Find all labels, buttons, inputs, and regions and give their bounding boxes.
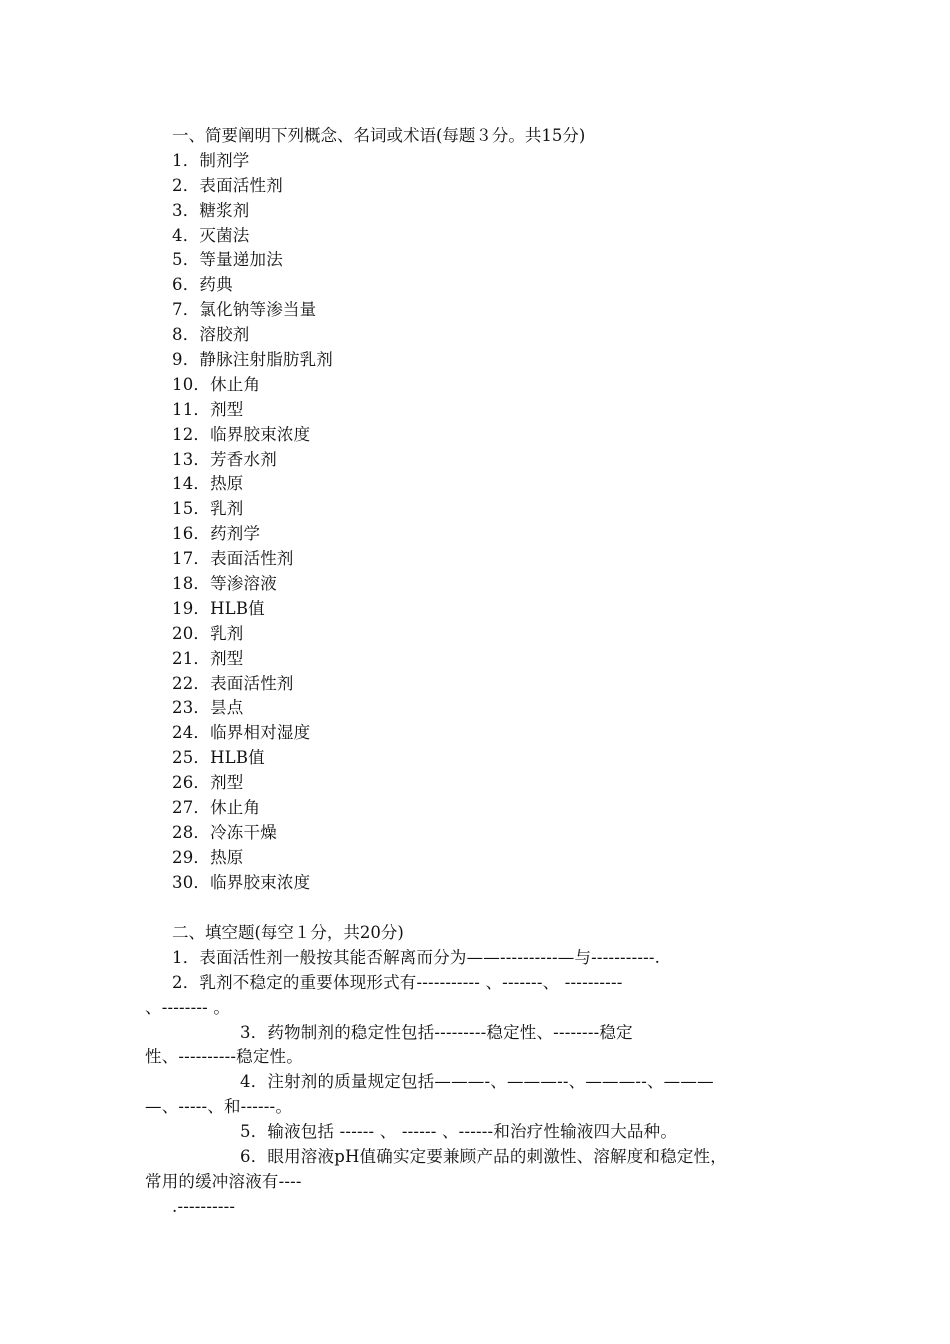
list-item: 10．休止角: [172, 374, 261, 394]
list-item: 16．药剂学: [172, 524, 261, 544]
list-item: 18．等渗溶液: [172, 574, 277, 594]
list-item: 8．溶胶剂: [172, 325, 250, 345]
list-item: 9．静脉注射脂肪乳剂: [172, 350, 333, 370]
list-item: 24．临界相对湿度: [172, 723, 311, 743]
list-item: 25．HLB值: [172, 748, 265, 768]
list-item: 19．HLB值: [172, 598, 265, 618]
question-line: 、-------- 。: [145, 997, 231, 1017]
question-line: 5．输液包括 ------ 、 ------ 、------和治疗性输液四大品种。: [240, 1122, 678, 1142]
question-line: 性、----------稳定性。: [145, 1047, 303, 1067]
question-line: 2．乳剂不稳定的重要体现形式有----------- 、-------、 ----------: [172, 972, 623, 992]
list-item: 4．灭菌法: [172, 225, 250, 245]
question-line: .----------: [172, 1196, 236, 1216]
question-line: 1．表面活性剂一般按其能否解离而分为——----------—与-----------.: [172, 947, 661, 967]
question-line: 常用的缓冲溶液有----: [145, 1171, 302, 1191]
list-item: 21．剂型: [172, 648, 244, 668]
definitions-list: [145, 149, 795, 896]
list-item: 22．表面活性剂: [172, 673, 294, 693]
question-line: 6．眼用溶液pH值确实定要兼顾产品的刺激性、溶解度和稳定性，: [240, 1147, 727, 1167]
list-item: 29．热原: [172, 847, 244, 867]
list-item: 2．表面活性剂: [172, 175, 283, 195]
list-item: 27．休止角: [172, 798, 261, 818]
list-item: 20．乳剂: [172, 623, 244, 643]
list-item: 23．昙点: [172, 698, 244, 718]
list-item: 28．冷冻干燥: [172, 822, 277, 842]
list-item: 3．糖浆剂: [172, 200, 250, 220]
list-item: 15．乳剂: [172, 499, 244, 519]
list-item: 17．表面活性剂: [172, 549, 294, 569]
list-item: 1．制剂学: [172, 150, 250, 170]
question-line: —、-----、和------。: [145, 1097, 293, 1117]
section-title: 二、填空题(每空１分，共20分): [172, 923, 404, 942]
list-item: 5．等量递加法: [172, 250, 283, 270]
fill-in-list: [145, 946, 795, 1220]
list-item: 11．剂型: [172, 399, 244, 419]
list-item: 7．氯化钠等渗当量: [172, 300, 317, 320]
list-item: 13．芳香水剂: [172, 449, 277, 469]
fill-in-section: [145, 921, 795, 1220]
section-title: 一、简要阐明下列概念、名词或术语(每题３分。共15分): [172, 126, 586, 145]
definitions-section: [145, 124, 795, 896]
list-item: 26．剂型: [172, 773, 244, 793]
list-item: 30．临界胶束浓度: [172, 872, 311, 892]
list-item: 14．热原: [172, 474, 244, 494]
list-item: 12．临界胶束浓度: [172, 424, 311, 444]
question-line: 4．注射剂的质量规定包括———-、———--、———--、———: [240, 1072, 714, 1092]
question-line: 3．药物制剂的稳定性包括---------稳定性、--------稳定: [240, 1022, 633, 1042]
list-item: 6．药典: [172, 275, 233, 295]
